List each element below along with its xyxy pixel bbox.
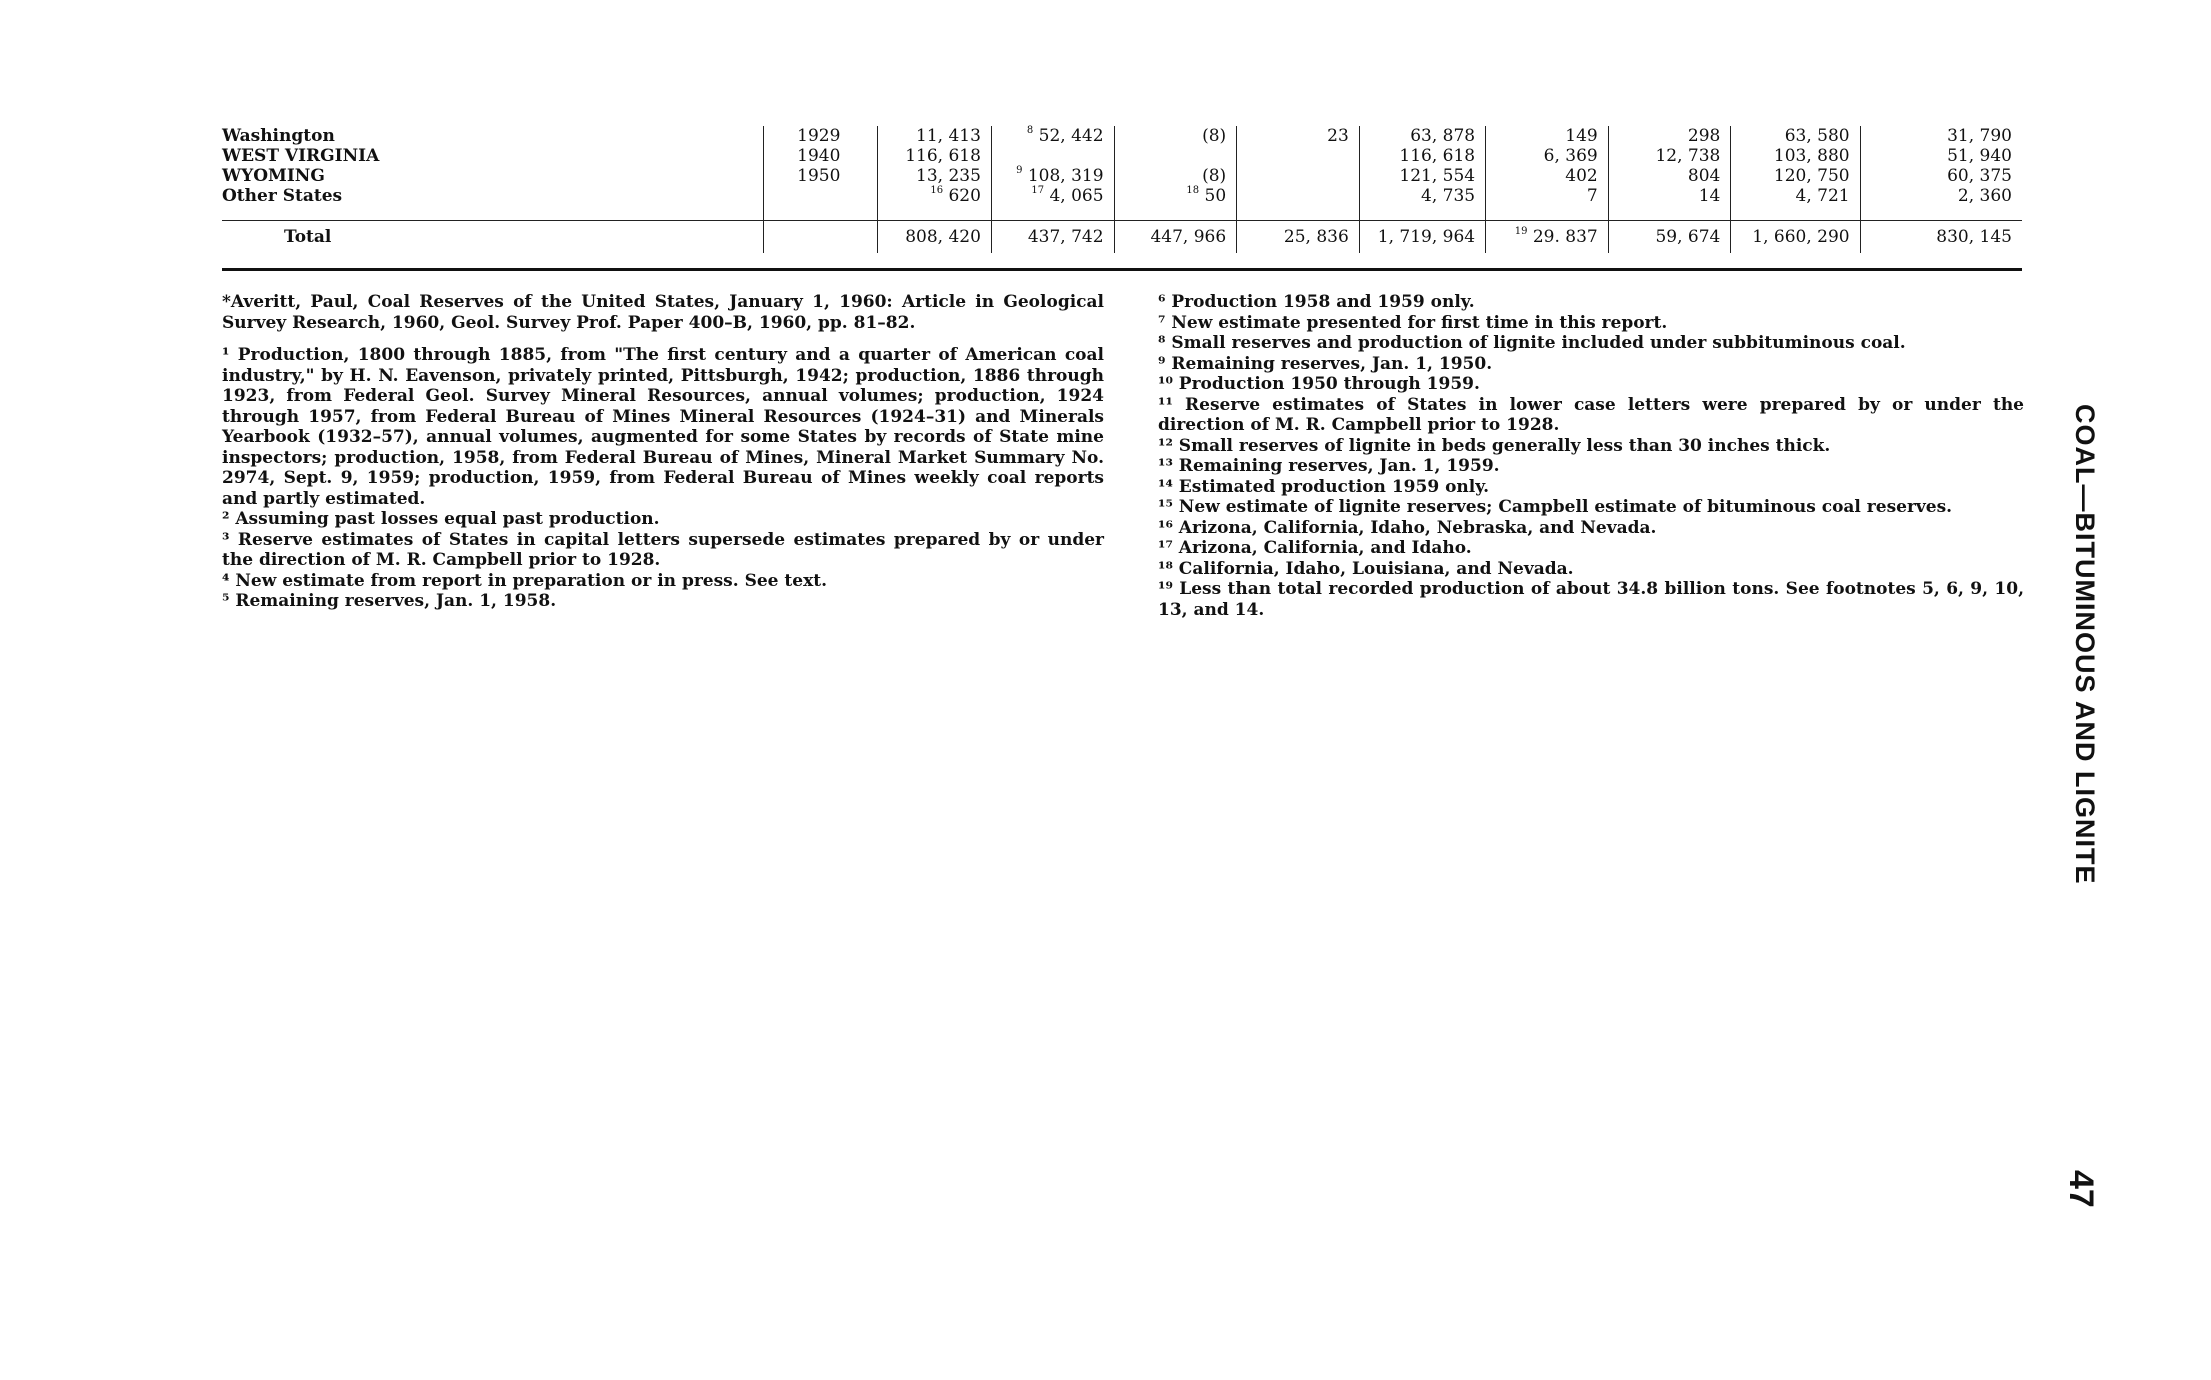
table-cell [878, 126, 992, 146]
table-cell [991, 186, 1114, 206]
footnote: ¹⁸ California, Idaho, Louisiana, and Nevada. [1158, 558, 1574, 579]
cell-value: 60, 375 [1947, 166, 2012, 186]
footnote-ref: 8 [1026, 125, 1034, 136]
table-cell [1731, 166, 1860, 186]
cell-value: 4, 065 [1044, 186, 1104, 206]
table-cell [1486, 146, 1609, 166]
cell-value: 120, 750 [1773, 166, 1850, 186]
footnote-ref: 19 [1514, 226, 1528, 237]
total-label: Total [222, 221, 764, 254]
table-cell [1731, 126, 1860, 146]
table-cell [1237, 126, 1360, 146]
spacer-cell [878, 206, 992, 221]
table-cell [1860, 146, 2022, 166]
footnote: ⁹ Remaining reserves, Jan. 1, 1950. [1158, 353, 1493, 374]
table-cell [1608, 221, 1731, 254]
year-cell [764, 186, 878, 206]
footnote-ref: 9 [1016, 165, 1023, 176]
table-cell [878, 146, 992, 166]
spacer-cell [1731, 206, 1860, 221]
footnote: ⁵ Remaining reserves, Jan. 1, 1958. [222, 591, 557, 611]
table-cell [1486, 166, 1609, 186]
footnote: ¹ Production, 1800 through 1885, from "The first century and a quarter of American coal industry," by H. N. Eavenson, privately printed, Pittsburgh, 1942; production, 1886 through 1923, from Federal Geol. Survey Mineral Resources, annual volumes; production, 1924 through 1957, from Federal Bureau of Mines Mineral Resources (1924–31) and Minerals Yearbook (1932–57), annual volumes, augmented for some States by records of State mine inspectors; production, 1958, from Federal Bureau of Mines, Mineral Market Summary No. 2974, Sept. 9, 1959; production, 1959, from Federal Bureau of Mines weekly coal reports and partly estimated. [222, 345, 1104, 509]
table-cell [1608, 146, 1731, 166]
footnote: ¹⁰ Production 1950 through 1959. [1158, 374, 1480, 394]
footnote: ⁶ Production 1958 and 1959 only. [1158, 292, 1475, 312]
cell-value: (8) [1202, 166, 1227, 186]
table-cell [1860, 221, 2022, 254]
table-cell [878, 186, 992, 206]
footnotes-left-column [222, 292, 1104, 612]
cell-value: 1, 719, 964 [1377, 227, 1476, 247]
cell-value: 116, 618 [905, 146, 981, 166]
year-cell: 1940 [764, 146, 878, 166]
table-row [222, 146, 2022, 166]
table-cell [1731, 221, 1860, 254]
table-cell [1860, 126, 2022, 146]
cell-value: 620 [943, 186, 981, 206]
footnote: ² Assuming past losses equal past production. [222, 509, 660, 529]
running-head: COAL—BITUMINOUS AND LIGNITE [2070, 404, 2100, 885]
spacer-cell [991, 206, 1114, 221]
footnote-ref: 16 [930, 185, 944, 196]
cell-value: 402 [1565, 166, 1598, 186]
footnote: ¹⁷ Arizona, California, and Idaho. [1158, 538, 1472, 558]
table-cell [1486, 126, 1609, 146]
state-name: WYOMING [222, 166, 325, 186]
cell-value: 103, 880 [1773, 146, 1850, 166]
footnote: ¹⁹ Less than total recorded production of about 34.8 billion tons. See footnotes 5, 6, 9, 10, 13, and 14. [1158, 579, 2024, 620]
page-number: 47 [2062, 1170, 2100, 1208]
cell-value: 830, 145 [1936, 227, 2012, 247]
table-spacer [222, 206, 2022, 221]
year-cell: 1929 [764, 126, 878, 146]
footnote: ³ Reserve estimates of States in capital letters supersede estimates prepared by or under the direction of M. R. Campbell prior to 1928. [222, 529, 1104, 570]
table-cell [1237, 146, 1360, 166]
cell-value: 13, 235 [916, 166, 981, 186]
cell-value: 149 [1565, 126, 1598, 146]
table-cell [1359, 221, 1485, 254]
state-name: Washington [222, 126, 335, 146]
cell-value: 121, 554 [1399, 166, 1476, 186]
cell-value: 2, 360 [1957, 186, 2012, 206]
spacer-cell [222, 206, 764, 221]
cell-value: (8) [1202, 126, 1227, 146]
table-cell [1237, 186, 1360, 206]
state-name: WEST VIRGINIA [222, 146, 380, 166]
cell-value: 29. 837 [1527, 227, 1598, 247]
table-cell [1114, 221, 1237, 254]
cell-value: 437, 742 [1027, 227, 1104, 247]
table-row [222, 166, 2022, 186]
table-cell [1608, 186, 1731, 206]
footnote: ¹⁶ Arizona, California, Idaho, Nebraska, and Nevada. [1158, 517, 1657, 538]
table-cell [878, 166, 992, 186]
table-cell [878, 221, 992, 254]
table-cell [1860, 186, 2022, 206]
cell-value: 12, 738 [1655, 146, 1721, 166]
cell-value: 11, 413 [916, 126, 981, 146]
table-cell [1860, 166, 2022, 186]
footnote-ref: 17 [1031, 185, 1045, 196]
spacer-cell [1486, 206, 1609, 221]
footnote: ¹¹ Reserve estimates of States in lower case letters were prepared by or under the direction of M. R. Campbell prior to 1928. [1158, 394, 2024, 435]
footnote: ⁸ Small reserves and production of lignite included under subbituminous coal. [1158, 333, 1906, 353]
spacer-cell [1237, 206, 1360, 221]
cell-value: 52, 442 [1033, 126, 1104, 146]
spacer-cell [1860, 206, 2022, 221]
table-cell [991, 126, 1114, 146]
footnote: ⁴ New estimate from report in preparation or in press. See text. [222, 570, 827, 591]
table-row [222, 186, 2022, 206]
cell-value: 7 [1586, 186, 1598, 206]
total-row [222, 221, 2022, 254]
cell-value: 447, 966 [1150, 227, 1227, 247]
footnote: ⁷ New estimate presented for first time in this report. [1158, 312, 1668, 333]
table-bottom-rule [222, 268, 2022, 271]
cell-value: 63, 878 [1410, 126, 1476, 146]
spacer-cell [1114, 206, 1237, 221]
cell-value: 808, 420 [905, 227, 981, 247]
table-cell [1359, 166, 1485, 186]
footnote: ¹⁵ New estimate of lignite reserves; Campbell estimate of bituminous coal reserves. [1158, 497, 1953, 517]
coal-reserves-table [222, 126, 2022, 253]
footnote: ¹⁴ Estimated production 1959 only. [1158, 476, 1490, 497]
table-cell [1359, 146, 1485, 166]
table-cell [1114, 166, 1237, 186]
cell-value: 4, 735 [1421, 186, 1476, 206]
table-cell [991, 146, 1114, 166]
table-row [222, 126, 2022, 146]
table-cell [1486, 186, 1609, 206]
cell-value: 25, 836 [1283, 227, 1349, 247]
spacer-cell [1608, 206, 1731, 221]
cell-value: 1, 660, 290 [1752, 227, 1850, 247]
cell-value: 50 [1199, 186, 1227, 206]
cell-value: 116, 618 [1399, 146, 1476, 166]
table-cell [1114, 146, 1237, 166]
footnote: ¹² Small reserves of lignite in beds generally less than 30 inches thick. [1158, 435, 1831, 456]
spacer-cell [1359, 206, 1485, 221]
table-cell [1114, 126, 1237, 146]
table-cell [1237, 166, 1360, 186]
total-year-cell [764, 221, 878, 254]
table-body [222, 126, 2022, 253]
table-cell [991, 166, 1114, 186]
cell-value: 6, 369 [1543, 146, 1598, 166]
table-cell [1731, 146, 1860, 166]
table-cell [1114, 186, 1237, 206]
table-cell [1608, 166, 1731, 186]
cell-value: 63, 580 [1784, 126, 1850, 146]
table-cell [1359, 186, 1485, 206]
footnote: *Averitt, Paul, Coal Reserves of the United States, January 1, 1960: Article in Geological Survey Research, 1960, Geol. Survey Prof. Paper 400–B, 1960, pp. 81–82. [222, 292, 1104, 333]
cell-value: 31, 790 [1947, 126, 2012, 146]
table-cell [1486, 221, 1609, 254]
cell-value: 108, 319 [1022, 166, 1104, 186]
table-cell [1608, 126, 1731, 146]
footnote: ¹³ Remaining reserves, Jan. 1, 1959. [1158, 456, 1500, 476]
table-cell [991, 221, 1114, 254]
spacer-cell [764, 206, 878, 221]
state-name: Other States [222, 186, 343, 206]
cell-value: 4, 721 [1795, 186, 1850, 206]
table-cell [1359, 126, 1485, 146]
cell-value: 59, 674 [1655, 227, 1721, 247]
footnotes-right-column [1158, 292, 2024, 620]
table-cell [1731, 186, 1860, 206]
footnote-ref: 18 [1186, 185, 1200, 196]
cell-value: 804 [1687, 166, 1721, 186]
cell-value: 23 [1327, 126, 1349, 146]
table-cell [1237, 221, 1360, 254]
cell-value: 298 [1687, 126, 1721, 146]
cell-value: 14 [1698, 186, 1721, 206]
year-cell: 1950 [764, 166, 878, 186]
cell-value: 51, 940 [1947, 146, 2012, 166]
